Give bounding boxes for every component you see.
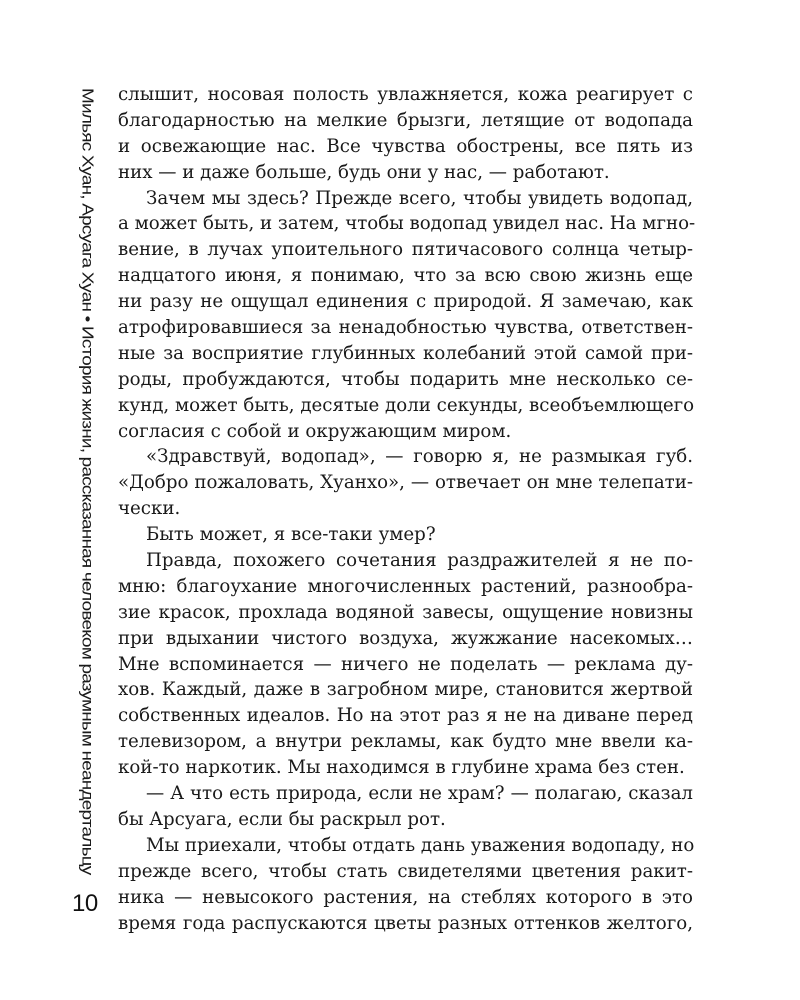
text-line: кой-то наркотик. Мы находимся в глубине храма без стен.: [118, 757, 685, 779]
text-line: ные за восприятие глубинных колебаний этой самой при-: [118, 342, 693, 364]
text-line: роды, пробуждаются, чтобы подарить мне несколько се-: [118, 368, 693, 390]
text-line: — А что есть природа, если не храм? — полагаю, сказал: [146, 783, 693, 805]
text-line: и освежающие нас. Все чувства обострены, все пять из: [118, 135, 693, 157]
text-line: благодарностью на мелкие брызги, летящие от водопада: [118, 109, 693, 131]
text-line: надцатого июня, я понимаю, что за всю свою жизнь еще: [118, 265, 693, 287]
text-line: чески.: [118, 498, 181, 520]
text-line: слышит, носовая полость увлажняется, кожа реагирует с: [118, 84, 693, 105]
text-line: них — и даже больше, будь они у нас, — работают.: [118, 161, 610, 183]
running-head: Мильяс Хуан, Арсуага Хуан • История жизни, рассказанная человеком разумным неандертальцу: [78, 88, 96, 875]
text-line: время года распускаются цветы разных оттенков желтого,: [118, 912, 693, 934]
text-line: Быть может, я все-таки умер?: [146, 524, 436, 546]
text-line: мню: благоухание многочисленных растений, разнообра-: [118, 575, 693, 597]
text-line: вение, в лучах упоительного пятичасового солнца четыр-: [118, 239, 693, 261]
text-line: кунд, может быть, десятые доли секунды, всеобъемлющего: [118, 394, 695, 416]
text-line: ника — невысокого растения, на стеблях которого в это: [118, 886, 693, 908]
text-line: при вдыхании чистого воздуха, жужжание насекомых…: [118, 627, 693, 649]
text-line: хов. Каждый, даже в загробном мире, становится жертвой: [118, 679, 693, 701]
text-line: телевизором, а внутри рекламы, как будто мне ввели ка-: [118, 731, 693, 753]
text-line: атрофировавшиеся за ненадобностью чувства, ответствен-: [118, 317, 693, 339]
text-line: «Здравствуй, водопад», — говорю я, не размыкая губ.: [146, 446, 693, 468]
text-line: а может быть, и затем, чтобы водопад увидел нас. На мгно-: [118, 213, 696, 235]
text-line: собственных идеалов. Но на этот раз я не на диване перед: [118, 705, 693, 727]
page-number: 10: [72, 890, 98, 917]
text-line: Мы приехали, чтобы отдать дань уважения водопаду, но: [146, 834, 695, 856]
text-line: Зачем мы здесь? Прежде всего, чтобы увидеть водопад,: [146, 187, 693, 209]
text-line: бы Арсуага, если бы раскрыл рот.: [118, 808, 446, 830]
text-line: Мне вспоминается — ничего не поделать — реклама ду-: [118, 653, 693, 675]
text-line: Правда, похожего сочетания раздражителей я не по-: [146, 550, 693, 572]
text-line: зие красок, прохлада водяной завесы, ощущение новизны: [118, 601, 693, 623]
text-line: согласия с собой и окружающим миром.: [118, 420, 512, 442]
text-line: прежде всего, чтобы стать свидетелями цветения ракит-: [118, 860, 693, 882]
body-text: [118, 82, 696, 936]
text-line: «Добро пожаловать, Хуанхо», — отвечает он мне телепати-: [118, 472, 693, 494]
text-line: ни разу не ощущал единения с природой. Я замечаю, как: [118, 291, 693, 313]
